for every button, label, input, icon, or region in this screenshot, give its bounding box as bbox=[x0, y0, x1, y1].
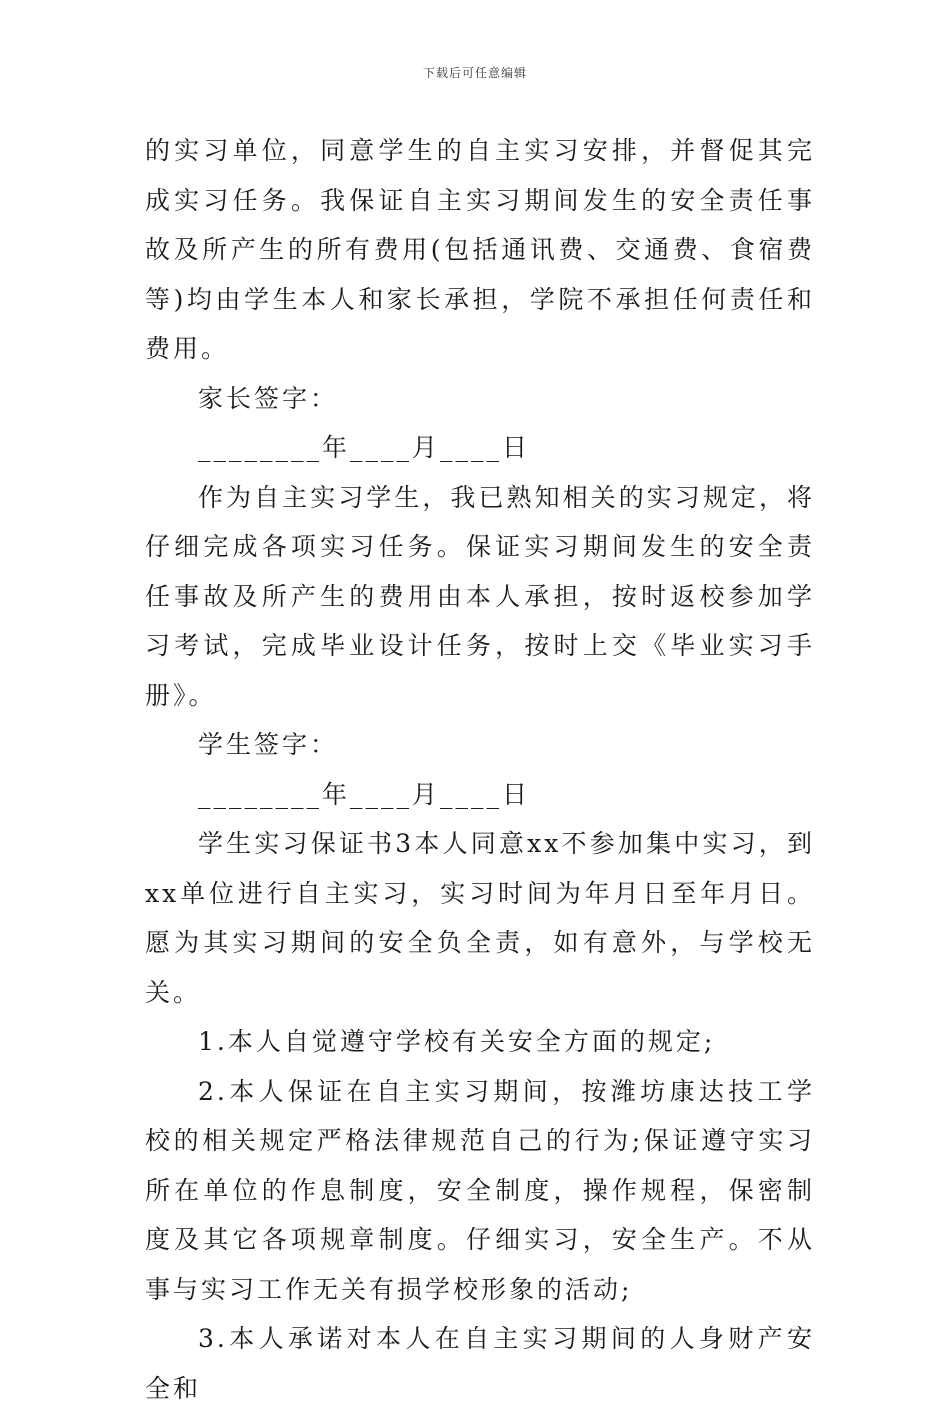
guarantee-item-1: 1.本人自觉遵守学校有关安全方面的规定; bbox=[198, 1027, 716, 1056]
student-signature-label: 学生签字： bbox=[198, 730, 339, 759]
student-statement-paragraph: 作为自主实习学生，我已熟知相关的实习规定，将仔细完成各项实习任务。保证实习期间发生的安全责任事故及所产生的费用由本人承担，按时返校参加学习考试，完成毕业设计任务，按时上交《毕业实习手册》。 bbox=[145, 482, 815, 710]
page-header-note: 下载后可任意编辑 bbox=[422, 66, 527, 80]
student-signature-date: ________年____月____日 bbox=[198, 779, 531, 809]
parent-signature-date: ________年____月____日 bbox=[198, 433, 531, 462]
guarantee-item-3: 3.本人承诺对本人在自主实习期间的人身财产安全和 bbox=[145, 1324, 815, 1403]
guarantee-intro-paragraph: 学生实习保证书3本人同意xx不参加集中实习，到xx单位进行自主实习，实习时间为年月日至年月日。愿为其实习期间的安全负全责，如有意外，与学校无关。 bbox=[145, 829, 815, 1007]
document-body bbox=[145, 126, 815, 1413]
guarantee-item-2: 2.本人保证在自主实习期间，按潍坊康达技工学校的相关规定严格法律规范自己的行为;保证遵守实习所在单位的作息制度，安全制度，操作规程，保密制度及其它各项规章制度。仔细实习，安全生产。不从事与实习工作无关有损学校形象的活动; bbox=[145, 1076, 815, 1304]
paragraph-continuation: 的实习单位，同意学生的自主实习安排，并督促其完成实习任务。我保证自主实习期间发生的安全责任事故及所产生的所有费用(包括通讯费、交通费、食宿费等)均由学生本人和家长承担，学院不承担任何责任和费用。 bbox=[145, 136, 815, 363]
parent-signature-label: 家长签字： bbox=[198, 383, 339, 413]
